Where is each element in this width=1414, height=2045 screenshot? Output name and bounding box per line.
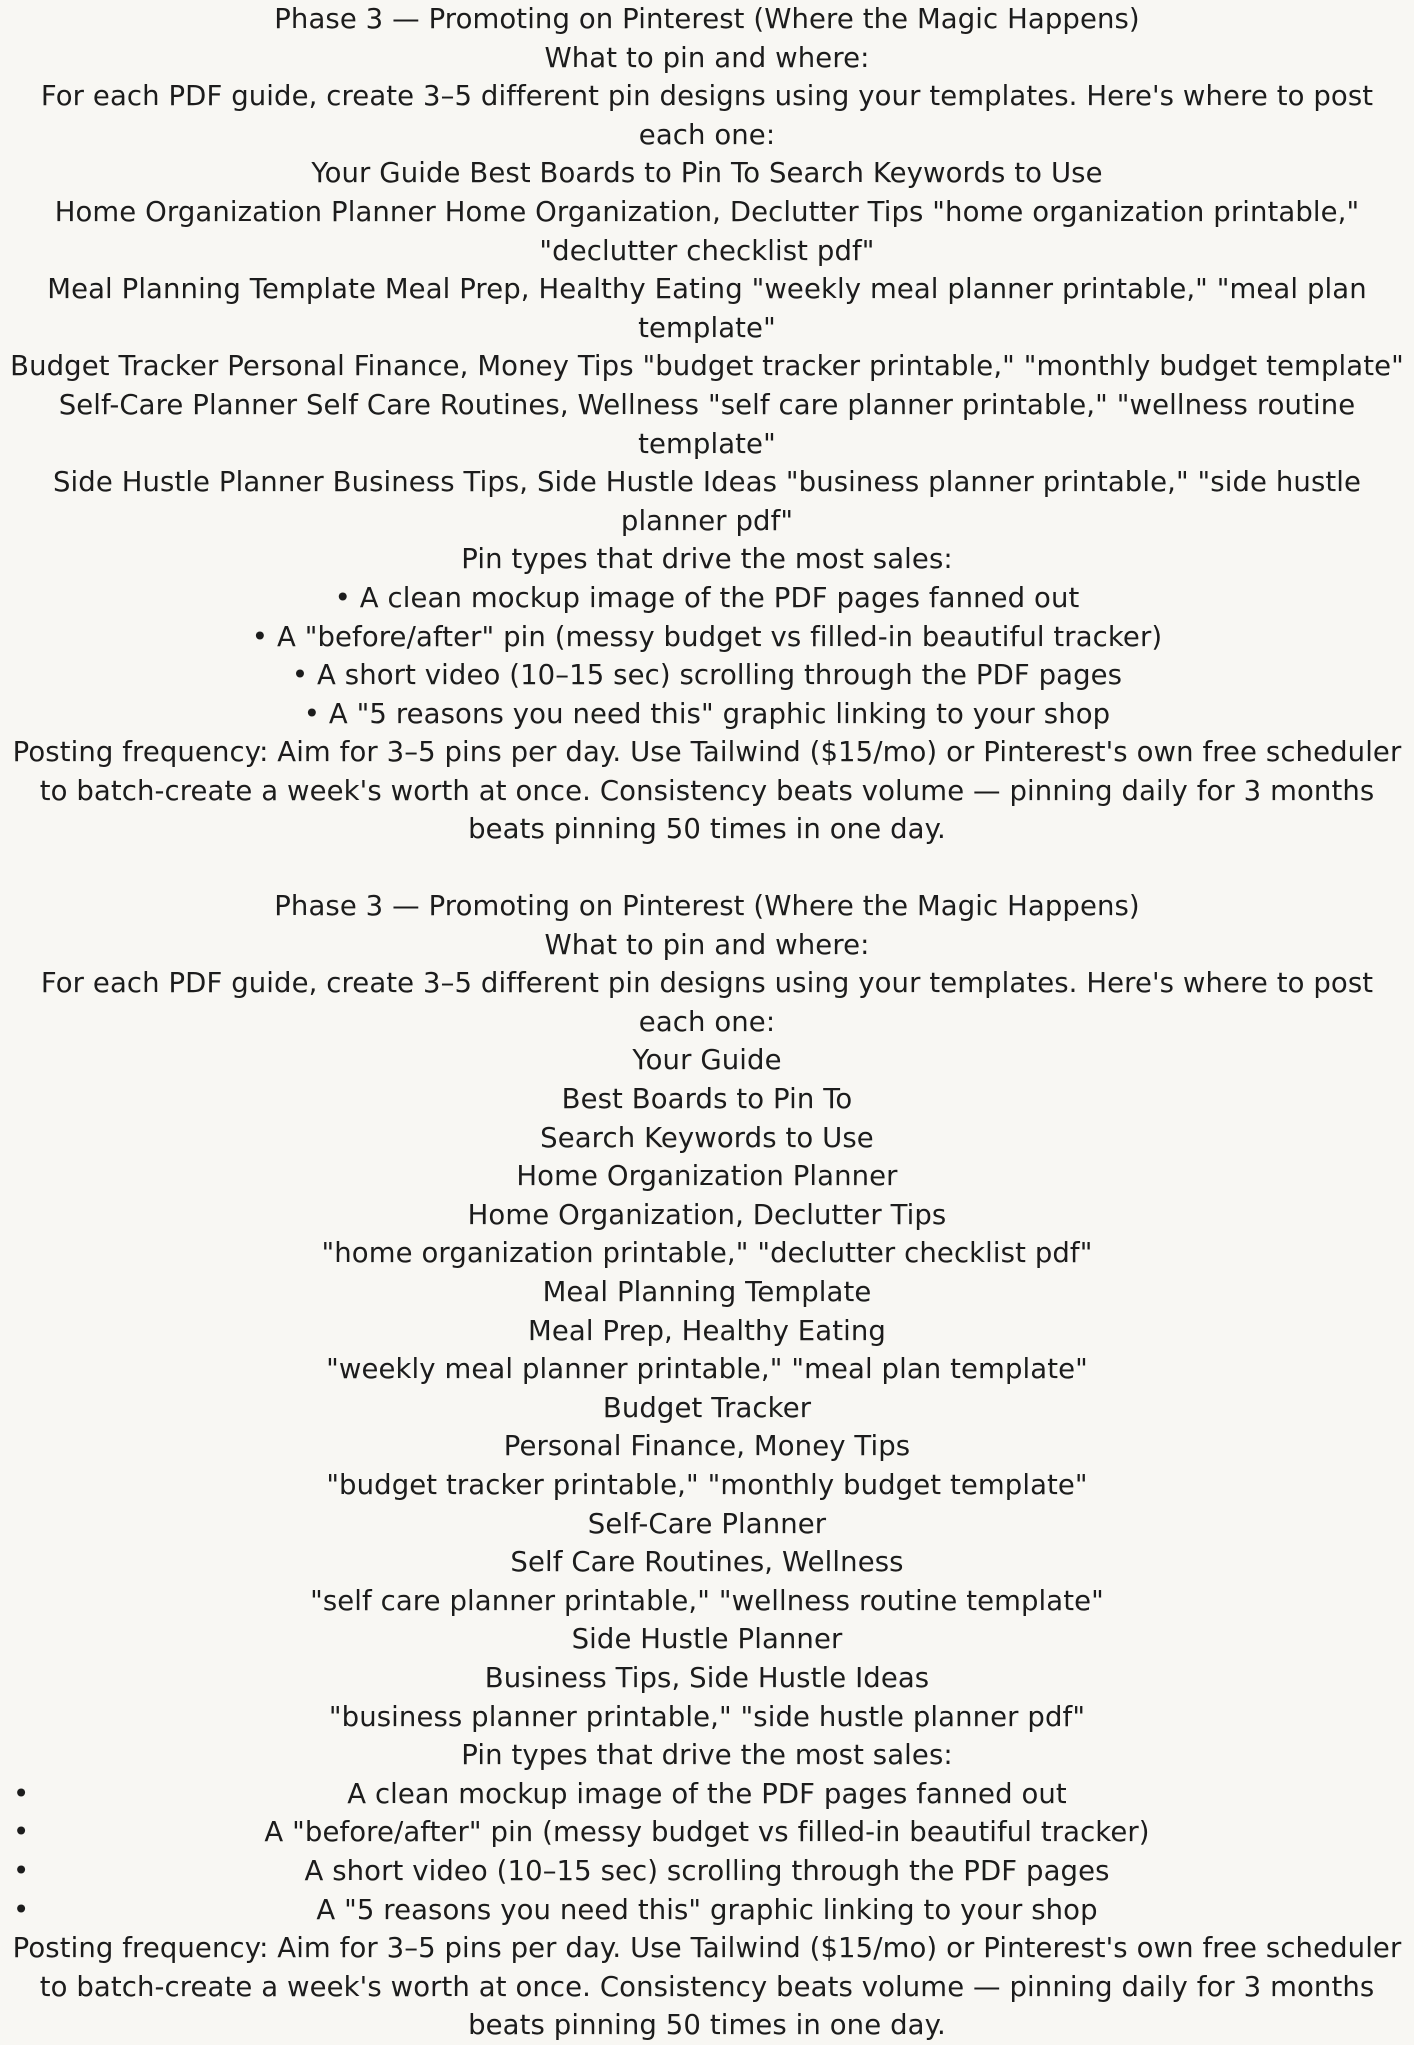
table-cell: Meal Planning Template — [542, 1276, 872, 1308]
section-1-intro: For each PDF guide, create 3–5 different pin designs using your templates. Here's where to post each one: — [40, 80, 1374, 151]
list-item: • A short video (10–15 sec) scrolling through the PDF pages — [0, 1852, 1414, 1891]
table-cell: "weekly meal planner printable," "meal plan template" — [326, 1353, 1088, 1386]
section-1-posting-frequency: Posting frequency: Aim for 3–5 pins per day. Use Tailwind ($15/mo) or Pinterest's own free scheduler to batch-create a week's worth at once. Consistency beats volume — pinning daily for 3 months beats pinning 50 times in one day. — [12, 736, 1402, 846]
section-1-row: Meal Planning Template Meal Prep, Healthy Eating "weekly meal planner printable," "meal plan template" — [47, 273, 1367, 344]
table-cell: Meal Prep, Healthy Eating — [528, 1314, 886, 1347]
section-2-subheading: What to pin and where: — [544, 928, 870, 961]
section-2-pin-types-heading: Pin types that drive the most sales: — [461, 1739, 953, 1772]
table-cell: Self-Care Planner — [587, 1507, 827, 1540]
section-1-pin-type: • A "5 reasons you need this" graphic linking to your shop — [0, 695, 1414, 734]
section-1-table-header: Your Guide Best Boards to Pin To Search Keywords to Use — [311, 157, 1103, 190]
table-cell: Side Hustle Planner — [571, 1623, 843, 1656]
section-2-heading: Phase 3 — Promoting on Pinterest (Where the Magic Happens) — [274, 890, 1140, 923]
section-1-pin-type: • A clean mockup image of the PDF pages fanned out — [0, 579, 1414, 618]
section-1-row: Side Hustle Planner Business Tips, Side Hustle Ideas "business planner printable," "side hustle planner pdf" — [52, 466, 1362, 537]
list-item: • A "5 reasons you need this" graphic linking to your shop — [0, 1891, 1414, 1930]
list-item: • A clean mockup image of the PDF pages fanned out — [0, 1775, 1414, 1814]
table-header-cell: Your Guide — [632, 1044, 782, 1077]
guide-table — [0, 1041, 1414, 1736]
table-cell: Home Organization, Declutter Tips — [467, 1198, 947, 1231]
section-2 — [0, 887, 1414, 2045]
section-2-posting-frequency: Posting frequency: Aim for 3–5 pins per day. Use Tailwind ($15/mo) or Pinterest's own free scheduler to batch-create a week's worth at once. Consistency beats volume — pinning daily for 3 months beats pinning 50 times in one day. — [12, 1932, 1402, 2042]
table-cell: "home organization printable," "declutter checklist pdf" — [321, 1237, 1093, 1270]
table-cell: Budget Tracker — [602, 1391, 812, 1424]
section-1-pin-types-heading: Pin types that drive the most sales: — [461, 543, 953, 576]
section-1-pin-type: • A short video (10–15 sec) scrolling through the PDF pages — [0, 656, 1414, 695]
list-item: • A "before/after" pin (messy budget vs filled-in beautiful tracker) — [0, 1813, 1414, 1852]
table-cell: Personal Finance, Money Tips — [503, 1430, 911, 1463]
section-1-heading: Phase 3 — Promoting on Pinterest (Where the Magic Happens) — [274, 3, 1140, 35]
section-1-pin-type: • A "before/after" pin (messy budget vs filled-in beautiful tracker) — [0, 618, 1414, 657]
section-1 — [0, 0, 1414, 849]
table-header-cell: Best Boards to Pin To — [561, 1083, 853, 1116]
section-1-row: Home Organization Planner Home Organization, Declutter Tips "home organization printable," "declutter checklist pdf" — [54, 195, 1360, 267]
table-cell: Self Care Routines, Wellness — [510, 1546, 904, 1579]
table-header-cell: Search Keywords to Use — [540, 1121, 874, 1154]
table-cell: "business planner printable," "side hustle planner pdf" — [328, 1700, 1086, 1733]
section-1-subheading: What to pin and where: — [544, 41, 870, 74]
section-1-row: Self-Care Planner Self Care Routines, Wellness "self care planner printable," "wellness routine template" — [58, 388, 1356, 460]
section-1-row: Budget Tracker Personal Finance, Money Tips "budget tracker printable," "monthly budget template" — [10, 350, 1404, 383]
section-2-intro: For each PDF guide, create 3–5 different pin designs using your templates. Here's where to post each one: — [40, 967, 1374, 1038]
table-cell: Home Organization Planner — [516, 1160, 898, 1193]
table-cell: "self care planner printable," "wellness routine template" — [310, 1584, 1104, 1617]
table-cell: "budget tracker printable," "monthly budget template" — [326, 1468, 1088, 1501]
section-2-pin-types-list — [0, 1775, 1414, 1929]
table-cell: Business Tips, Side Hustle Ideas — [484, 1661, 930, 1694]
